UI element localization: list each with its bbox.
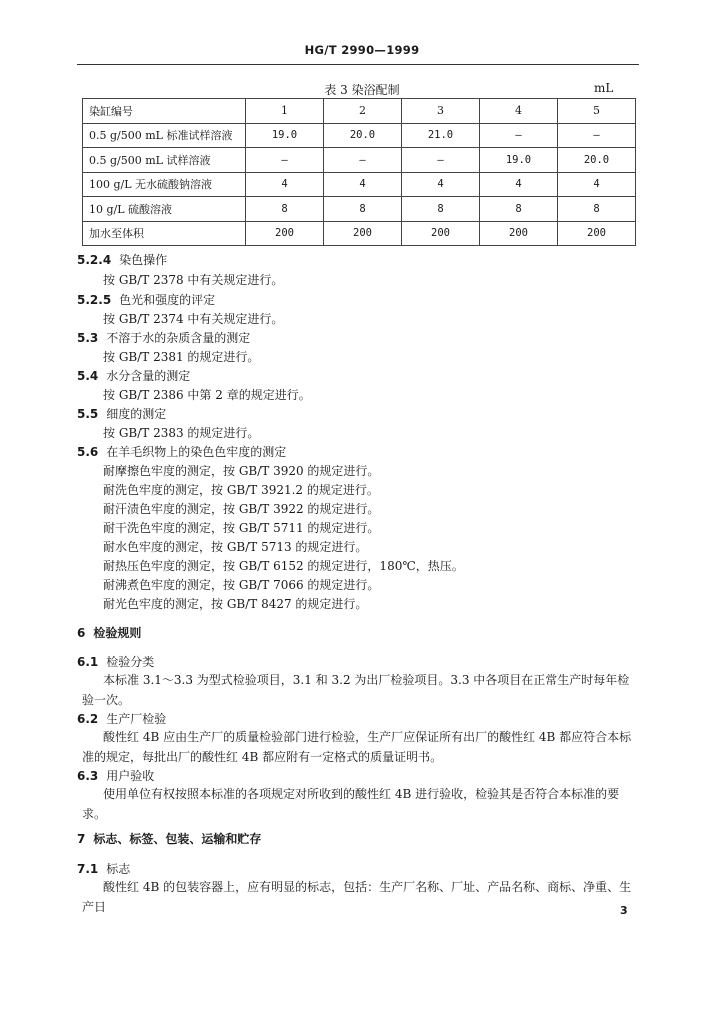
value-cell: — bbox=[324, 148, 402, 173]
table-row bbox=[83, 197, 636, 222]
value-cell: 4 bbox=[402, 172, 480, 197]
value-cell: — bbox=[402, 148, 480, 173]
fastness-item: 耐热压色牢度的测定，按 GB/T 6152 的规定进行，180℃，热压。 bbox=[103, 559, 464, 573]
value-cell: — bbox=[246, 148, 324, 173]
table-title: 表 3 染浴配制 bbox=[324, 83, 400, 97]
section-heading: 6.3 用户验收 bbox=[77, 769, 155, 783]
fastness-item: 耐摩擦色牢度的测定，按 GB/T 3920 的规定进行。 bbox=[103, 464, 380, 478]
fastness-item: 耐洗色牢度的测定，按 GB/T 3921.2 的规定进行。 bbox=[103, 483, 379, 497]
document-code-header: HG/T 2990—1999 bbox=[304, 43, 420, 57]
value-cell: — bbox=[480, 123, 558, 148]
section-heading: 5.2.4 染色操作 bbox=[77, 253, 168, 267]
fastness-item: 耐水色牢度的测定，按 GB/T 5713 的规定进行。 bbox=[103, 540, 368, 554]
table-row bbox=[83, 172, 636, 197]
chapter-heading: 7 标志、标签、包装、运输和贮存 bbox=[77, 832, 262, 846]
value-cell: — bbox=[558, 123, 636, 148]
table-row bbox=[83, 148, 636, 173]
value-cell: 4 bbox=[480, 99, 558, 124]
value-cell: 8 bbox=[480, 197, 558, 222]
section-body: 按 GB/T 2386 中第 2 章的规定进行。 bbox=[103, 388, 311, 402]
fastness-item: 耐干洗色牢度的测定，按 GB/T 5711 的规定进行。 bbox=[103, 521, 380, 535]
section-heading: 6.1 检验分类 bbox=[77, 655, 155, 669]
value-cell: 20.0 bbox=[558, 148, 636, 173]
section-heading: 5.5 细度的测定 bbox=[77, 407, 167, 421]
value-cell: 21.0 bbox=[402, 123, 480, 148]
value-cell: 4 bbox=[324, 172, 402, 197]
value-cell: 200 bbox=[402, 221, 480, 246]
value-cell: 8 bbox=[558, 197, 636, 222]
header-divider bbox=[77, 64, 639, 65]
fastness-item: 耐光色牢度的测定，按 GB/T 8427 的规定进行。 bbox=[103, 597, 368, 611]
value-cell: 3 bbox=[402, 99, 480, 124]
row-label-cell: 加水至体积 bbox=[83, 221, 246, 246]
value-cell: 200 bbox=[480, 221, 558, 246]
table-unit: mL bbox=[594, 81, 614, 95]
value-cell: 2 bbox=[324, 99, 402, 124]
value-cell: 200 bbox=[558, 221, 636, 246]
section-heading: 5.3 不溶于水的杂质含量的测定 bbox=[77, 331, 251, 345]
section-heading: 5.6 在羊毛织物上的染色色牢度的测定 bbox=[77, 445, 287, 459]
page-number: 3 bbox=[620, 904, 628, 917]
value-cell: 4 bbox=[480, 172, 558, 197]
value-cell: 19.0 bbox=[246, 123, 324, 148]
section-body: 按 GB/T 2374 中有关规定进行。 bbox=[103, 312, 284, 326]
section-body: 酸性红 4B 应由生产厂的质量检验部门进行检验，生产厂应保证所有出厂的酸性红 4B 都应符合本标准的规定，每批出厂的酸性红 4B 都应附有一定格式的质量证明书。 bbox=[82, 730, 632, 764]
row-label-cell: 0.5 g/500 mL 标准试样溶液 bbox=[83, 123, 246, 148]
value-cell: 1 bbox=[246, 99, 324, 124]
value-cell: 5 bbox=[558, 99, 636, 124]
value-cell: 4 bbox=[558, 172, 636, 197]
section-body: 本标准 3.1～3.3 为型式检验项目，3.1 和 3.2 为出厂检验项目。3.3 中各项目在正常生产时每年检验一次。 bbox=[82, 673, 630, 707]
fastness-item: 耐汗渍色牢度的测定，按 GB/T 3922 的规定进行。 bbox=[103, 502, 380, 516]
section-heading: 5.2.5 色光和强度的评定 bbox=[77, 293, 216, 307]
section-body: 酸性红 4B 的包装容器上，应有明显的标志，包括：生产厂名称、厂址、产品名称、商标、净重、生产日 bbox=[82, 880, 632, 914]
value-cell: 19.0 bbox=[480, 148, 558, 173]
section-body: 按 GB/T 2383 的规定进行。 bbox=[103, 426, 260, 440]
value-cell: 8 bbox=[246, 197, 324, 222]
dye-bath-table bbox=[82, 98, 636, 246]
section-heading: 5.4 水分含量的测定 bbox=[77, 369, 191, 383]
value-cell: 200 bbox=[324, 221, 402, 246]
table-row bbox=[83, 99, 636, 124]
value-cell: 200 bbox=[246, 221, 324, 246]
value-cell: 8 bbox=[402, 197, 480, 222]
value-cell: 8 bbox=[324, 197, 402, 222]
section-heading: 7.1 标志 bbox=[77, 862, 131, 876]
chapter-heading: 6 检验规则 bbox=[77, 626, 142, 640]
value-cell: 20.0 bbox=[324, 123, 402, 148]
row-label-cell: 0.5 g/500 mL 试样溶液 bbox=[83, 148, 246, 173]
row-label-cell: 染缸编号 bbox=[83, 99, 246, 124]
value-cell: 4 bbox=[246, 172, 324, 197]
section-heading: 6.2 生产厂检验 bbox=[77, 712, 167, 726]
section-body: 使用单位有权按照本标准的各项规定对所收到的酸性红 4B 进行验收，检验其是否符合本标准的要求。 bbox=[82, 787, 620, 821]
row-label-cell: 100 g/L 无水硫酸钠溶液 bbox=[83, 172, 246, 197]
row-label-cell: 10 g/L 硫酸溶液 bbox=[83, 197, 246, 222]
section-body: 按 GB/T 2381 的规定进行。 bbox=[103, 350, 260, 364]
table-row bbox=[83, 123, 636, 148]
fastness-item: 耐沸煮色牢度的测定，按 GB/T 7066 的规定进行。 bbox=[103, 578, 380, 592]
table-row bbox=[83, 221, 636, 246]
section-body: 按 GB/T 2378 中有关规定进行。 bbox=[103, 273, 284, 287]
